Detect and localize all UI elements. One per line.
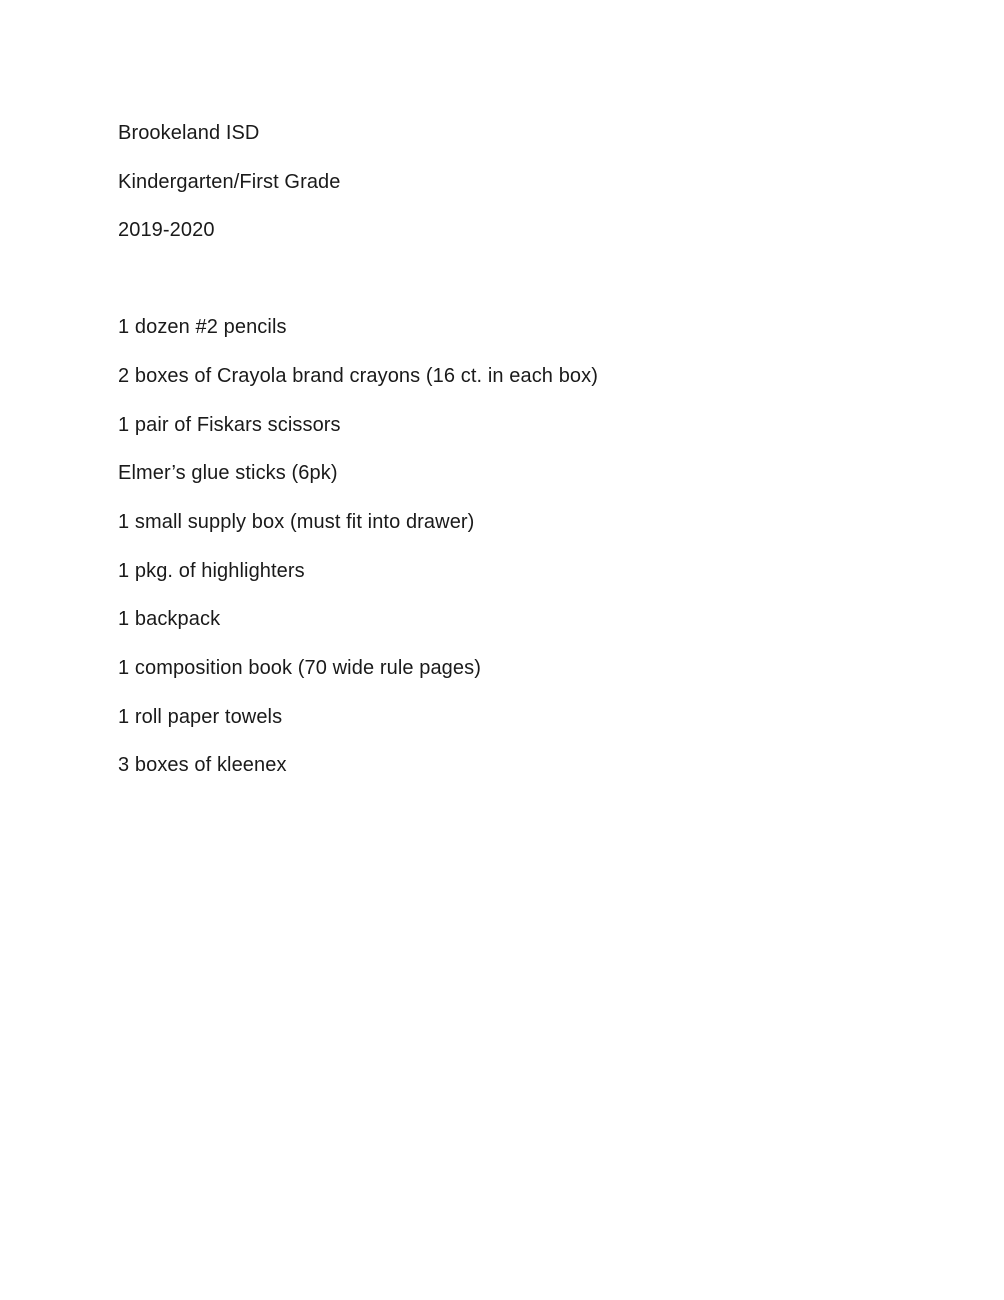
supply-item: 1 roll paper towels — [118, 706, 283, 728]
supply-item: 1 small supply box (must fit into drawer) — [118, 511, 475, 533]
school-name: Brookeland ISD — [118, 122, 260, 144]
supply-item: 1 pkg. of highlighters — [118, 560, 305, 582]
supply-item: 2 boxes of Crayola brand crayons (16 ct. in each box) — [118, 365, 598, 387]
supply-item: 1 composition book (70 wide rule pages) — [118, 657, 481, 679]
supply-item: 1 dozen #2 pencils — [118, 316, 287, 338]
supply-item: 1 backpack — [118, 608, 221, 630]
supply-item: Elmer’s glue sticks (6pk) — [118, 462, 338, 484]
grade-level: Kindergarten/First Grade — [118, 171, 341, 193]
school-year: 2019-2020 — [118, 219, 215, 241]
supply-item: 1 pair of Fiskars scissors — [118, 414, 341, 436]
supply-item: 3 boxes of kleenex — [118, 754, 287, 776]
